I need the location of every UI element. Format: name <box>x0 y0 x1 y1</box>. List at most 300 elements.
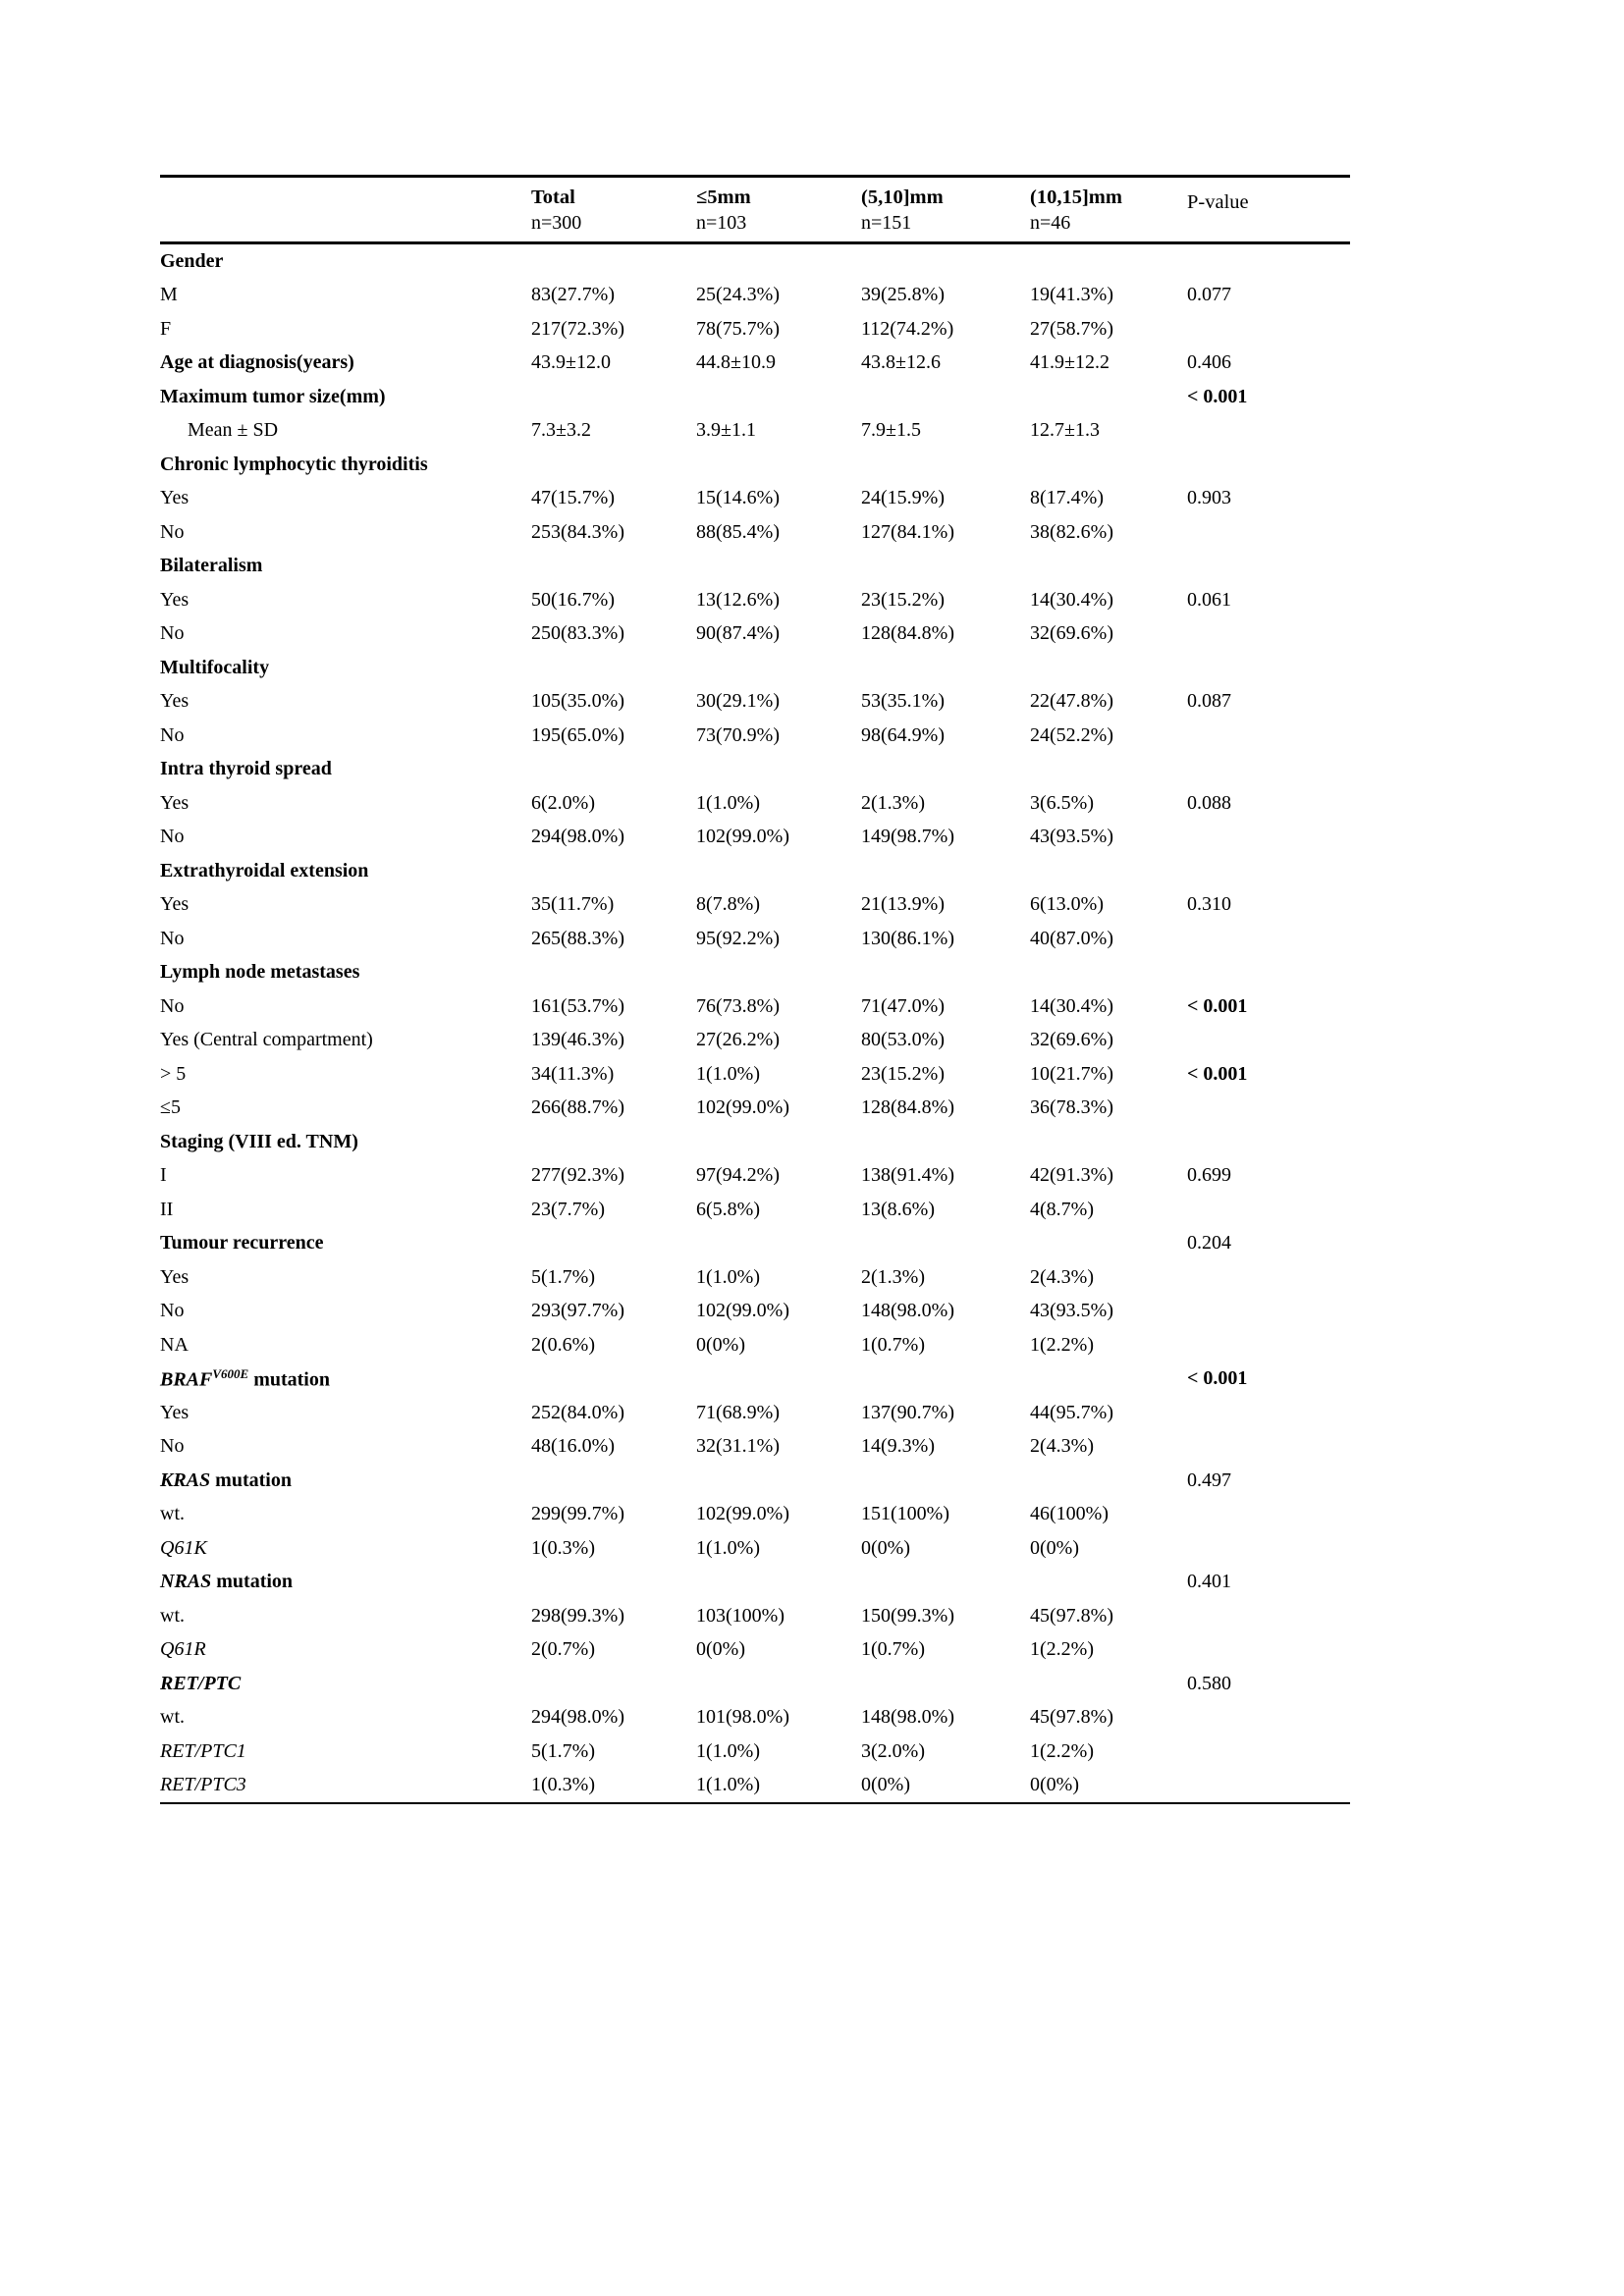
cell-le5mm: 25(24.3%) <box>696 284 780 306</box>
gene-name: BRAF <box>160 1368 213 1391</box>
cell-10to15mm: 38(82.6%) <box>1030 520 1113 543</box>
cell-10to15mm: 40(87.0%) <box>1030 927 1113 949</box>
cell-le5mm: 6(5.8%) <box>696 1198 760 1220</box>
cell-10to15mm: 14(30.4%) <box>1030 588 1113 611</box>
cell-le5mm <box>696 1362 861 1396</box>
row-label: Yes <box>160 690 189 713</box>
row-label: Yes <box>160 791 189 814</box>
cell-5to10mm <box>861 1125 1030 1159</box>
cell-total: 34(11.3%) <box>531 1062 615 1085</box>
cell-total <box>531 1362 696 1396</box>
row-label: RET/PTC3 <box>160 1768 531 1803</box>
cell-total: 2(0.6%) <box>531 1333 595 1356</box>
table-row <box>160 922 1350 956</box>
cell-pvalue <box>1187 1531 1350 1566</box>
cell-le5mm: 97(94.2%) <box>696 1164 780 1187</box>
cell-pvalue <box>1187 1735 1350 1769</box>
column-header-pvalue: P-value <box>1187 177 1350 241</box>
table-row <box>160 1328 1350 1362</box>
row-label: II <box>160 1198 174 1220</box>
cell-10to15mm: 1(2.2%) <box>1030 1638 1094 1661</box>
column-header-total <box>531 177 696 241</box>
cell-10to15mm <box>1030 1667 1187 1701</box>
cell-pvalue <box>1187 1023 1350 1057</box>
column-header-10to15mm-sub: n=46 <box>1030 211 1071 234</box>
row-label: Yes <box>160 1401 189 1423</box>
cell-total <box>531 1226 696 1260</box>
column-header-10to15mm-label: (10,15]mm <box>1030 187 1122 208</box>
cell-10to15mm: 12.7±1.3 <box>1030 419 1100 442</box>
cell-total: 266(88.7%) <box>531 1096 624 1119</box>
table-row <box>160 1667 1350 1701</box>
cell-pvalue: 0.903 <box>1187 487 1231 509</box>
table-row <box>160 1226 1350 1260</box>
cell-5to10mm: 151(100%) <box>861 1503 949 1525</box>
cell-10to15mm: 32(69.6%) <box>1030 622 1113 645</box>
cell-total: 299(99.7%) <box>531 1503 624 1525</box>
cell-5to10mm: 137(90.7%) <box>861 1401 954 1423</box>
cell-5to10mm <box>861 955 1030 989</box>
cell-total: 139(46.3%) <box>531 1029 624 1051</box>
row-label: Mean ± SD <box>188 419 279 442</box>
table-row <box>160 1735 1350 1769</box>
cell-pvalue <box>1187 854 1350 888</box>
cell-le5mm: 90(87.4%) <box>696 622 780 645</box>
cell-10to15mm <box>1030 854 1187 888</box>
cell-le5mm: 73(70.9%) <box>696 723 780 746</box>
cell-total <box>531 242 696 278</box>
cell-total <box>531 448 696 482</box>
table-row <box>160 1158 1350 1193</box>
row-label: Yes <box>160 1265 189 1288</box>
cell-total: 50(16.7%) <box>531 588 615 611</box>
table-row <box>160 684 1350 719</box>
cell-5to10mm: 3(2.0%) <box>861 1739 925 1762</box>
cell-10to15mm <box>1030 752 1187 786</box>
cell-pvalue <box>1187 1260 1350 1295</box>
column-header-le5mm-label: ≤5mm <box>696 187 751 208</box>
table-row <box>160 1057 1350 1092</box>
cell-10to15mm <box>1030 549 1187 583</box>
cell-5to10mm <box>861 1362 1030 1396</box>
cell-pvalue <box>1187 820 1350 854</box>
cell-pvalue <box>1187 549 1350 583</box>
cell-pvalue <box>1187 1497 1350 1531</box>
cell-10to15mm <box>1030 448 1187 482</box>
cell-pvalue: 0.088 <box>1187 791 1231 814</box>
table-row <box>160 1599 1350 1633</box>
cell-pvalue: 0.401 <box>1187 1571 1231 1593</box>
cell-total: 105(35.0%) <box>531 690 624 713</box>
row-label: Tumour recurrence <box>160 1232 324 1255</box>
table-row <box>160 413 1350 448</box>
cell-10to15mm: 6(13.0%) <box>1030 893 1104 916</box>
cell-10to15mm <box>1030 651 1187 685</box>
cell-pvalue: 0.087 <box>1187 690 1231 713</box>
cell-pvalue: 0.077 <box>1187 284 1231 306</box>
gene-variant-superscript: V600E <box>212 1365 249 1381</box>
cell-pvalue <box>1187 1632 1350 1667</box>
cell-le5mm <box>696 380 861 414</box>
column-header-5to10mm <box>861 177 1030 241</box>
cell-total: 298(99.3%) <box>531 1604 624 1627</box>
cell-pvalue <box>1187 515 1350 550</box>
cell-total: 265(88.3%) <box>531 927 624 949</box>
cell-pvalue <box>1187 1091 1350 1125</box>
cell-le5mm: 13(12.6%) <box>696 588 780 611</box>
table-row <box>160 515 1350 550</box>
row-label: Staging (VIII ed. TNM) <box>160 1130 358 1152</box>
cell-le5mm: 1(1.0%) <box>696 1739 760 1762</box>
cell-le5mm <box>696 955 861 989</box>
cell-total: 250(83.3%) <box>531 622 624 645</box>
cell-10to15mm: 45(97.8%) <box>1030 1604 1113 1627</box>
row-label: Intra thyroid spread <box>160 758 332 780</box>
cell-pvalue <box>1187 616 1350 651</box>
row-label: Lymph node metastases <box>160 961 360 984</box>
cell-10to15mm <box>1030 955 1187 989</box>
cell-total <box>531 752 696 786</box>
cell-10to15mm: 27(58.7%) <box>1030 317 1113 340</box>
cell-10to15mm: 43(93.5%) <box>1030 826 1113 848</box>
cell-5to10mm <box>861 242 1030 278</box>
cell-10to15mm <box>1030 380 1187 414</box>
cell-le5mm: 1(1.0%) <box>696 791 760 814</box>
cell-10to15mm: 32(69.6%) <box>1030 1029 1113 1051</box>
row-label: I <box>160 1164 167 1187</box>
cell-total: 47(15.7%) <box>531 487 615 509</box>
cell-10to15mm <box>1030 1125 1187 1159</box>
cell-10to15mm: 41.9±12.2 <box>1030 351 1110 374</box>
gene-name: KRAS <box>160 1468 211 1491</box>
row-label: Bilateralism <box>160 555 263 577</box>
table-row <box>160 1565 1350 1599</box>
column-header-le5mm-sub: n=103 <box>696 211 747 234</box>
clinicopathological-table <box>160 175 1350 1804</box>
cell-5to10mm: 98(64.9%) <box>861 723 945 746</box>
row-label: Extrathyroidal extension <box>160 859 369 881</box>
cell-le5mm: 103(100%) <box>696 1604 785 1627</box>
cell-5to10mm: 24(15.9%) <box>861 487 945 509</box>
cell-5to10mm: 2(1.3%) <box>861 791 925 814</box>
cell-total <box>531 1565 696 1599</box>
cell-le5mm <box>696 549 861 583</box>
cell-10to15mm: 1(2.2%) <box>1030 1739 1094 1762</box>
cell-5to10mm: 2(1.3%) <box>861 1265 925 1288</box>
table-row <box>160 312 1350 347</box>
table-row <box>160 1700 1350 1735</box>
cell-total: 294(98.0%) <box>531 826 624 848</box>
cell-pvalue <box>1187 651 1350 685</box>
cell-le5mm: 8(7.8%) <box>696 893 760 916</box>
cell-10to15mm: 0(0%) <box>1030 1536 1079 1559</box>
row-label: No <box>160 1300 185 1322</box>
cell-total: 2(0.7%) <box>531 1638 595 1661</box>
cell-le5mm: 102(99.0%) <box>696 1503 789 1525</box>
cell-5to10mm <box>861 752 1030 786</box>
cell-pvalue <box>1187 1599 1350 1633</box>
cell-total: 253(84.3%) <box>531 520 624 543</box>
table-row <box>160 346 1350 380</box>
cell-5to10mm: 23(15.2%) <box>861 588 945 611</box>
cell-pvalue: 0.699 <box>1187 1164 1231 1187</box>
cell-total: 277(92.3%) <box>531 1164 624 1187</box>
cell-le5mm <box>696 242 861 278</box>
row-label: Gender <box>160 249 224 272</box>
cell-5to10mm: 13(8.6%) <box>861 1198 935 1220</box>
row-label: No <box>160 622 185 645</box>
row-label: Maximum tumor size(mm) <box>160 385 386 407</box>
cell-le5mm: 88(85.4%) <box>696 520 780 543</box>
cell-pvalue <box>1187 413 1350 448</box>
table-row <box>160 1091 1350 1125</box>
column-header-blank-sub <box>160 235 531 241</box>
cell-5to10mm: 0(0%) <box>861 1536 910 1559</box>
row-label: Yes <box>160 893 189 916</box>
row-label-text: mutation <box>248 1368 330 1391</box>
cell-le5mm <box>696 1565 861 1599</box>
cell-10to15mm: 42(91.3%) <box>1030 1164 1113 1187</box>
cell-10to15mm: 2(4.3%) <box>1030 1265 1094 1288</box>
cell-total: 161(53.7%) <box>531 994 624 1017</box>
cell-pvalue: 0.406 <box>1187 351 1231 374</box>
table-row <box>160 583 1350 617</box>
cell-10to15mm <box>1030 1464 1187 1498</box>
table-row <box>160 1429 1350 1464</box>
cell-pvalue <box>1187 752 1350 786</box>
cell-le5mm: 76(73.8%) <box>696 994 780 1017</box>
cell-total: 7.3±3.2 <box>531 419 591 442</box>
row-label: RET/PTC <box>160 1672 242 1694</box>
cell-total: 35(11.7%) <box>531 893 615 916</box>
cell-le5mm <box>696 854 861 888</box>
cell-le5mm: 0(0%) <box>696 1333 745 1356</box>
cell-total: 83(27.7%) <box>531 284 615 306</box>
cell-le5mm: 95(92.2%) <box>696 927 780 949</box>
row-label: wt. <box>160 1706 185 1729</box>
table-row <box>160 651 1350 685</box>
cell-le5mm <box>696 651 861 685</box>
table-row <box>160 1193 1350 1227</box>
cell-le5mm: 1(1.0%) <box>696 1536 760 1559</box>
row-label <box>160 1464 531 1498</box>
row-label: Q61K <box>160 1536 207 1559</box>
row-label-text: mutation <box>210 1468 292 1491</box>
column-header-5to10mm-label: (5,10]mm <box>861 187 944 208</box>
cell-total: 6(2.0%) <box>531 791 595 814</box>
cell-le5mm <box>696 1125 861 1159</box>
cell-5to10mm: 112(74.2%) <box>861 317 954 340</box>
cell-pvalue <box>1187 312 1350 347</box>
cell-pvalue <box>1187 922 1350 956</box>
cell-total: 23(7.7%) <box>531 1198 605 1220</box>
cell-5to10mm <box>861 380 1030 414</box>
cell-total <box>531 549 696 583</box>
column-header-le5mm <box>696 177 861 241</box>
table-row <box>160 1396 1350 1430</box>
cell-10to15mm: 8(17.4%) <box>1030 487 1104 509</box>
column-header-blank <box>160 177 531 241</box>
table-header <box>160 177 1350 243</box>
row-label: No <box>160 994 185 1017</box>
cell-5to10mm: 53(35.1%) <box>861 690 945 713</box>
cell-le5mm: 102(99.0%) <box>696 826 789 848</box>
cell-total: 217(72.3%) <box>531 317 624 340</box>
cell-pvalue: 0.497 <box>1187 1468 1231 1491</box>
row-label: No <box>160 927 185 949</box>
table-row <box>160 1464 1350 1498</box>
row-label <box>160 1565 531 1599</box>
cell-10to15mm <box>1030 1362 1187 1396</box>
row-label: wt. <box>160 1503 185 1525</box>
cell-pvalue <box>1187 1396 1350 1430</box>
row-label: wt. <box>160 1604 185 1627</box>
cell-le5mm: 1(1.0%) <box>696 1265 760 1288</box>
row-label: No <box>160 723 185 746</box>
cell-le5mm <box>696 752 861 786</box>
cell-10to15mm: 10(21.7%) <box>1030 1062 1113 1085</box>
cell-pvalue: < 0.001 <box>1187 385 1248 407</box>
table-body <box>160 242 1350 1803</box>
column-header-total-label: Total <box>531 187 575 208</box>
cell-5to10mm: 148(98.0%) <box>861 1706 954 1729</box>
cell-le5mm: 44.8±10.9 <box>696 351 776 374</box>
row-label: RET/PTC1 <box>160 1739 246 1762</box>
cell-10to15mm: 45(97.8%) <box>1030 1706 1113 1729</box>
cell-le5mm: 3.9±1.1 <box>696 419 756 442</box>
cell-total: 1(0.3%) <box>531 1536 595 1559</box>
table-row <box>160 448 1350 482</box>
cell-total <box>531 1667 696 1701</box>
cell-pvalue <box>1187 1193 1350 1227</box>
cell-le5mm <box>696 1667 861 1701</box>
cell-total <box>531 380 696 414</box>
cell-5to10mm: 150(99.3%) <box>861 1604 954 1627</box>
row-label: No <box>160 826 185 848</box>
row-label: > 5 <box>160 1062 187 1085</box>
cell-5to10mm: 148(98.0%) <box>861 1300 954 1322</box>
cell-5to10mm: 130(86.1%) <box>861 927 954 949</box>
table-row <box>160 1497 1350 1531</box>
column-header-5to10mm-sub: n=151 <box>861 211 912 234</box>
cell-10to15mm: 36(78.3%) <box>1030 1096 1113 1119</box>
table-row <box>160 616 1350 651</box>
gene-name: NRAS <box>160 1571 212 1593</box>
cell-5to10mm: 128(84.8%) <box>861 1096 954 1119</box>
cell-5to10mm <box>861 1667 1030 1701</box>
column-header-total-sub: n=300 <box>531 211 582 234</box>
cell-total: 43.9±12.0 <box>531 351 611 374</box>
table-row <box>160 1768 1350 1803</box>
cell-pvalue: < 0.001 <box>1187 1062 1248 1085</box>
cell-le5mm: 15(14.6%) <box>696 487 780 509</box>
cell-le5mm: 1(1.0%) <box>696 1062 760 1085</box>
clinicopathological-table-container <box>160 175 1350 1804</box>
row-label: No <box>160 1435 185 1458</box>
table-row <box>160 242 1350 278</box>
cell-le5mm: 78(75.7%) <box>696 317 780 340</box>
table-row <box>160 719 1350 753</box>
cell-total: 293(97.7%) <box>531 1300 624 1322</box>
cell-pvalue <box>1187 719 1350 753</box>
row-label: M <box>160 284 178 306</box>
cell-le5mm: 102(99.0%) <box>696 1096 789 1119</box>
row-label: Q61R <box>160 1638 206 1661</box>
cell-5to10mm: 21(13.9%) <box>861 893 945 916</box>
row-label: F <box>160 317 172 340</box>
row-label: Age at diagnosis(years) <box>160 351 354 374</box>
cell-pvalue <box>1187 1768 1350 1803</box>
cell-10to15mm: 14(30.4%) <box>1030 994 1113 1017</box>
cell-pvalue <box>1187 1125 1350 1159</box>
cell-10to15mm: 0(0%) <box>1030 1768 1187 1803</box>
table-row <box>160 854 1350 888</box>
cell-total <box>531 854 696 888</box>
table-row <box>160 1294 1350 1328</box>
cell-10to15mm <box>1030 1226 1187 1260</box>
table-row <box>160 887 1350 922</box>
cell-10to15mm <box>1030 1565 1187 1599</box>
cell-pvalue <box>1187 955 1350 989</box>
table-row <box>160 1260 1350 1295</box>
table-row <box>160 380 1350 414</box>
table-row <box>160 1632 1350 1667</box>
table-row <box>160 955 1350 989</box>
cell-pvalue <box>1187 1294 1350 1328</box>
cell-le5mm: 101(98.0%) <box>696 1706 789 1729</box>
row-label: Yes <box>160 487 189 509</box>
cell-10to15mm: 3(6.5%) <box>1030 791 1094 814</box>
cell-total: 48(16.0%) <box>531 1435 615 1458</box>
cell-pvalue <box>1187 1328 1350 1362</box>
cell-5to10mm: 23(15.2%) <box>861 1062 945 1085</box>
column-header-10to15mm <box>1030 177 1187 241</box>
cell-total: 1(0.3%) <box>531 1768 696 1803</box>
cell-10to15mm: 1(2.2%) <box>1030 1333 1094 1356</box>
cell-10to15mm <box>1030 242 1187 278</box>
cell-le5mm <box>696 1226 861 1260</box>
cell-total: 252(84.0%) <box>531 1401 624 1423</box>
cell-5to10mm: 43.8±12.6 <box>861 351 941 374</box>
cell-pvalue: 0.580 <box>1187 1672 1231 1694</box>
cell-10to15mm: 46(100%) <box>1030 1503 1109 1525</box>
table-row <box>160 989 1350 1024</box>
row-label: No <box>160 520 185 543</box>
row-label <box>160 1362 531 1396</box>
cell-10to15mm: 44(95.7%) <box>1030 1401 1113 1423</box>
column-header-blank-label <box>160 224 531 235</box>
table-row <box>160 1362 1350 1396</box>
cell-5to10mm <box>861 549 1030 583</box>
cell-total <box>531 1464 696 1498</box>
cell-pvalue: 0.204 <box>1187 1232 1231 1255</box>
table-header-row <box>160 177 1350 241</box>
cell-pvalue: 0.310 <box>1187 893 1231 916</box>
cell-le5mm: 27(26.2%) <box>696 1029 780 1051</box>
cell-total: 5(1.7%) <box>531 1739 595 1762</box>
cell-5to10mm <box>861 448 1030 482</box>
table-row <box>160 1531 1350 1566</box>
cell-pvalue: 0.061 <box>1187 588 1231 611</box>
cell-le5mm: 32(31.1%) <box>696 1435 780 1458</box>
table-row <box>160 752 1350 786</box>
table-row <box>160 1125 1350 1159</box>
cell-le5mm: 71(68.9%) <box>696 1401 780 1423</box>
cell-total <box>531 651 696 685</box>
cell-5to10mm <box>861 1464 1030 1498</box>
cell-pvalue <box>1187 1429 1350 1464</box>
cell-total <box>531 1125 696 1159</box>
